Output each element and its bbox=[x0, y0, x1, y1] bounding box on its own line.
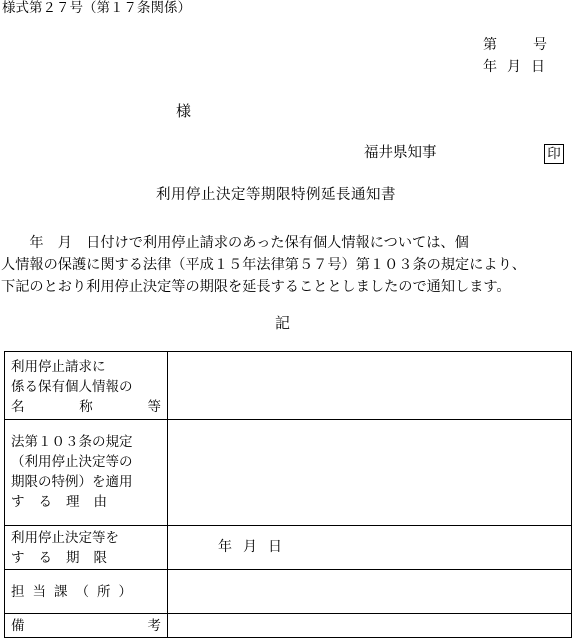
table-label-deadline bbox=[5, 526, 168, 570]
addressee-suffix: 様 bbox=[176, 102, 192, 120]
deadline-date: 年 月 日 bbox=[218, 539, 282, 555]
body-line-1: 年 月 日付けで利用停止請求のあった保有個人情報については、個 bbox=[1, 235, 469, 251]
table-row bbox=[5, 570, 572, 614]
label-line: 期限の特例）を適用 bbox=[11, 474, 133, 490]
notice-table bbox=[4, 351, 572, 638]
table-value-remarks[interactable] bbox=[168, 614, 572, 638]
table-label-reason bbox=[5, 420, 168, 526]
issuer-name: 福井県知事 bbox=[364, 145, 437, 161]
body-line-2: 人情報の保護に関する法律（平成１５年法律第５７号）第１０３条の規定により、 bbox=[1, 257, 526, 273]
label-line: 備 考 bbox=[11, 618, 161, 634]
table-row bbox=[5, 526, 572, 570]
day-label: 日 bbox=[531, 59, 545, 75]
seal-stamp: 印 bbox=[544, 144, 564, 164]
label-line: 担当課（所） bbox=[11, 584, 140, 600]
table-label-target-info bbox=[5, 352, 168, 420]
table-label-department bbox=[5, 570, 168, 614]
table-value-reason[interactable] bbox=[168, 420, 572, 526]
dai-label: 第 bbox=[483, 37, 497, 53]
label-line: （利用停止決定等の bbox=[11, 454, 133, 470]
table-value-deadline[interactable] bbox=[168, 526, 572, 570]
label-line: 名 称 等 bbox=[11, 399, 161, 415]
label-line: 法第１０３条の規定 bbox=[11, 434, 133, 450]
document-number-line bbox=[483, 38, 547, 52]
label-line: 係る保有個人情報の bbox=[11, 379, 133, 395]
label-line: 利用停止請求に bbox=[11, 359, 106, 375]
month-label: 月 bbox=[507, 59, 521, 75]
body-line-3: 下記のとおり利用停止決定等の期限を延長することとしましたので通知します。 bbox=[1, 279, 511, 295]
label-line: 利用停止決定等を bbox=[11, 530, 119, 546]
table-row bbox=[5, 352, 572, 420]
body-paragraph bbox=[1, 232, 579, 298]
table-label-remarks bbox=[5, 614, 168, 638]
table-row bbox=[5, 614, 572, 638]
document-title: 利用停止決定等期限特例延長通知書 bbox=[156, 187, 396, 203]
table-value-department[interactable] bbox=[168, 570, 572, 614]
form-number: 様式第２７号（第１７条関係） bbox=[2, 0, 191, 16]
year-label: 年 bbox=[483, 59, 497, 75]
label-line: する理由 bbox=[11, 494, 121, 510]
label-line: する期限 bbox=[11, 550, 121, 566]
table-row bbox=[5, 420, 572, 526]
table-value-target-info[interactable] bbox=[168, 352, 572, 420]
go-label: 号 bbox=[533, 37, 547, 53]
ki-heading: 記 bbox=[275, 314, 291, 332]
issue-date-line bbox=[483, 60, 545, 74]
